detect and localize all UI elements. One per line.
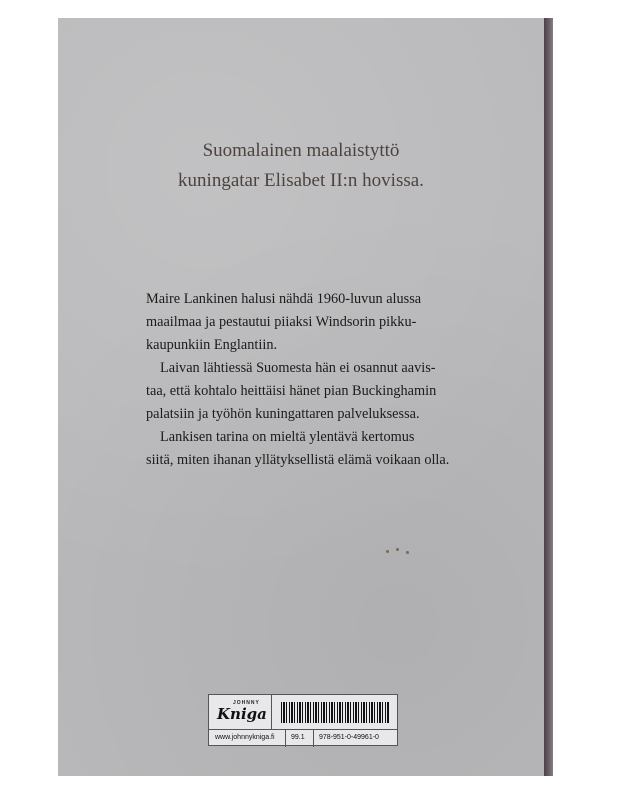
publisher-logo: [209, 695, 272, 729]
publisher-website: www.johnnykniga.fi: [215, 734, 275, 741]
isbn-barcode-box: [208, 694, 398, 746]
logo-main-text: Kniga: [217, 705, 267, 723]
barcode-info-row: [209, 729, 397, 747]
tagline-line: kuningatar Elisabet II:n hovissa.: [178, 170, 424, 191]
blurb-line: taa, että kohtalo heittäisi hänet pian Buckinghamin: [146, 383, 437, 399]
blurb-line: palatsiin ja työhön kuningattaren palveluksessa.: [146, 406, 420, 422]
blurb-line: siitä, miten ihanan yllätyksellistä elämä voikaan olla.: [146, 452, 450, 468]
blurb-line: Lankisen tarina on mieltä ylentävä kertomus: [160, 429, 415, 445]
class-code: 99.1: [291, 734, 305, 741]
barcode: [281, 702, 389, 723]
stain-marks: [386, 548, 412, 554]
tagline: [58, 136, 544, 196]
tagline-line: Suomalainen maalaistyttö: [202, 140, 400, 161]
blurb-line: kaupunkiin Englantiin.: [146, 337, 278, 353]
blurb-text: [146, 288, 476, 472]
blurb-line: Maire Lankinen halusi nähdä 1960-luvun alussa: [146, 291, 422, 307]
book-spine: [544, 18, 553, 776]
logo-top-text: JOHNNY: [233, 700, 260, 706]
blurb-line: maailmaa ja pestautui piiaksi Windsorin pikku-: [146, 314, 417, 330]
isbn-number: 978-951-0-49961-0: [319, 734, 379, 741]
blurb-line: Laivan lähtiessä Suomesta hän ei osannut aavis-: [160, 360, 436, 376]
